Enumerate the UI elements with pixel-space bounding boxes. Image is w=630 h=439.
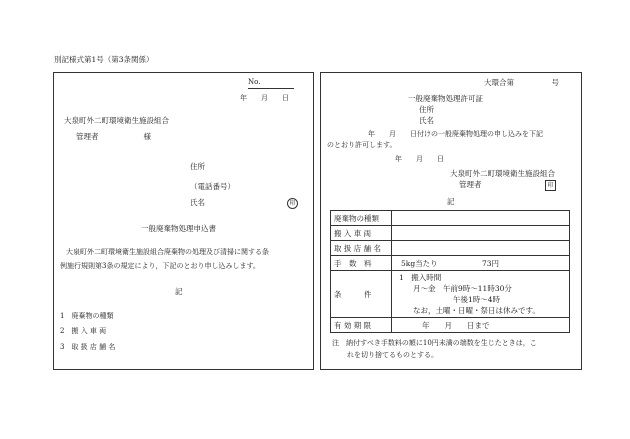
waste-type-label: 廃棄物の種類 [331,211,392,226]
condition-line-4: なお，土曜・日曜・祭日は休みです。 [413,306,540,315]
applicant-address-label: 住所 [190,162,205,171]
condition-line-3: 午後1時～4時 [453,295,501,304]
table-row [331,271,570,318]
note-line-2: れを切り捨てるものとする。 [347,351,438,359]
form-label: 別記様式第1号（第3条関係） [54,55,154,64]
issuer-seal: 印 [545,180,556,191]
permit-date: 年 月 日 [395,155,444,163]
permit-line-2: のとおり許可します。 [327,141,397,149]
table-row [331,211,570,226]
vehicle-value [392,226,570,241]
permit-no: 大環合第 号 [484,78,559,87]
table-row [331,226,570,241]
fee-amount: 73円 [482,258,500,268]
applicant-phone-label: （電話番号） [190,182,235,191]
permit-table [330,210,570,333]
permit-issuer-manager: 管理者 [459,180,482,189]
manager-line: 管理者 様 [76,132,151,141]
store-name-value [392,241,570,256]
fee-value [392,256,570,271]
addressee: 大泉町外二町環境衛生施設組合 [64,116,169,125]
table-row [331,256,570,271]
permit-name-label: 氏名 [419,116,434,125]
fee-unit: 5kg当たり [401,258,438,268]
vehicle-label: 搬 入 車 両 [331,226,392,241]
permit-ki: 記 [447,197,455,206]
fee-label: 手 数 料 [331,256,392,271]
condition-line-1: 1 搬入時間 [399,273,442,282]
valid-period-label: 有 効 期 限 [331,318,392,333]
condition-value [392,271,570,318]
permit-issuer: 大泉町外二町環境衛生施設組合 [450,169,555,178]
waste-type-value [392,211,570,226]
table-row [331,318,570,333]
note-line-1: 注 納付すべき手数料の額に10円未満の端数を生じたときは，こ [332,339,537,347]
application-item-2: 2 搬 入 車 両 [60,327,107,335]
valid-period-value: 年 月 日まで [392,318,570,333]
application-body-line-1: 大泉町外二町環境衛生施設組合廃棄物の処理及び清掃に関する条 [66,248,269,256]
table-row [331,241,570,256]
application-item-1: 1 廃棄物の種類 [60,312,114,320]
permit-address-label: 住所 [419,105,434,114]
application-no-label: No. [248,78,261,86]
application-ki: 記 [175,287,183,296]
applicant-name-label: 氏名 [190,198,205,207]
application-title: 一般廃棄物処理申込書 [141,224,216,233]
permit-line-1: 年 月 日付けの一般廃棄物処理の申し込みを下記 [368,130,543,138]
condition-line-2: 月～金 午前9時～11時30分 [413,284,512,293]
application-body-line-2: 例施行規則第3条の規定により，下記のとおり申し込みします。 [60,262,260,270]
applicant-seal: 印 [287,198,298,209]
permit-title: 一般廃棄物処理許可証 [408,94,483,103]
application-no-underline [248,88,294,89]
application-date: 年 月 日 [240,94,289,102]
condition-label: 条 件 [331,271,392,318]
store-name-label: 取 扱 店 舗 名 [331,241,392,256]
application-item-3: 3 取 扱 店 舗 名 [60,343,116,351]
